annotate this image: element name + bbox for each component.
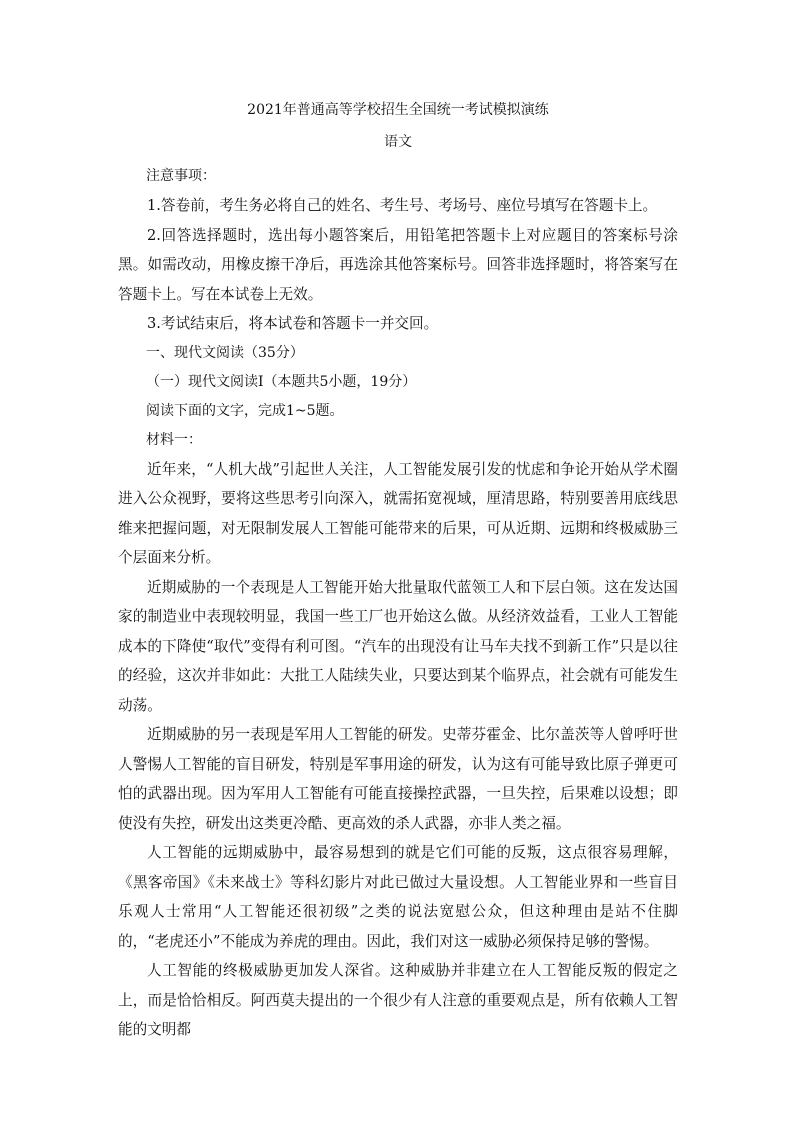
- exam-title: 2021年普通高等学校招生全国统一考试模拟演练: [247, 102, 549, 118]
- notice-item-2: 2.回答选择题时，选出每小题答案后，用铅笔把答题卡上对应题目的答案标号涂黑。如需改动，用橡皮擦干净后，再选涂其他答案标号。回答非选择题时，将答案写在答题卡上。写在本试卷上无效。: [118, 226, 678, 303]
- notice-item-3: 3.考试结束后，将本试卷和答题卡一并交回。: [147, 315, 439, 332]
- subject-title: 语文: [384, 134, 412, 150]
- notice-heading: 注意事项：: [146, 168, 216, 184]
- notice-item-1: 1.答卷前，考生务必将自己的姓名、考生号、考场号、座位号填写在答题卡上。: [147, 197, 658, 214]
- exam-page: [118, 100, 678, 1045]
- material-label: 材料一：: [146, 431, 202, 448]
- paragraph-4: 人工智能的远期威胁中，最容易想到的就是它们可能的反叛，这点很容易理解，《黑客帝国》《未来战士》等科幻影片对此已做过大量设想。人工智能业界和一些盲目乐观人士常用“人工智能还很初级”之类的说法宽慰公众，但这种理由是站不住脚的，“老虎还小”不能成为养虎的理由。因此，我们对这一威胁必须保持足够的警惕。: [118, 844, 678, 950]
- reading-instruction: 阅读下面的文字，完成1~5题。: [146, 402, 344, 419]
- paragraph-3: 近期威胁的另一表现是军用人工智能的研发。史蒂芬霍金、比尔盖茨等人曾呼吁世人警惕人工智能的盲目研发，特别是军事用途的研发，认为这有可能导致比原子弹更可怕的武器出现。因为军用人工智能有可能直接操控武器，一旦失控，后果难以设想；即使没有失控，研发出这类更冷酷、更高效的杀人武器，亦非人类之福。: [118, 726, 678, 832]
- paragraph-1: 近年来，“人机大战”引起世人关注，人工智能发展引发的忧虑和争论开始从学术圈进入公众视野，要将这些思考引向深入，就需拓宽视域，厘清思路，特别要善用底线思维来把握问题，对无限制发展人工智能可能带来的后果，可从近期、远期和终极威胁三个层面来分析。: [118, 460, 678, 566]
- section-subheading: （一）现代文阅读Ⅰ（本题共5小题，19分）: [146, 373, 417, 390]
- paragraph-5: 人工智能的终极威胁更加发人深省。这种威胁并非建立在人工智能反叛的假定之上，而是恰恰相反。阿西莫夫提出的一个很少有人注意的重要观点是，所有依赖人工智能的文明都: [118, 962, 678, 1038]
- section-heading: 一、现代文阅读（35分）: [146, 344, 304, 361]
- paragraph-2: 近期威胁的一个表现是人工智能开始大批量取代蓝领工人和下层白领。这在发达国家的制造业中表现较明显，我国一些工厂也开始这么做。从经济效益看，工业人工智能成本的下降使“取代”变得有利可图。“汽车的出现没有让马车夫找不到新工作”只是以往的经验，这次并非如此：大批工人陆续失业，只要达到某个临界点，社会就有可能发生动荡。: [118, 578, 678, 714]
